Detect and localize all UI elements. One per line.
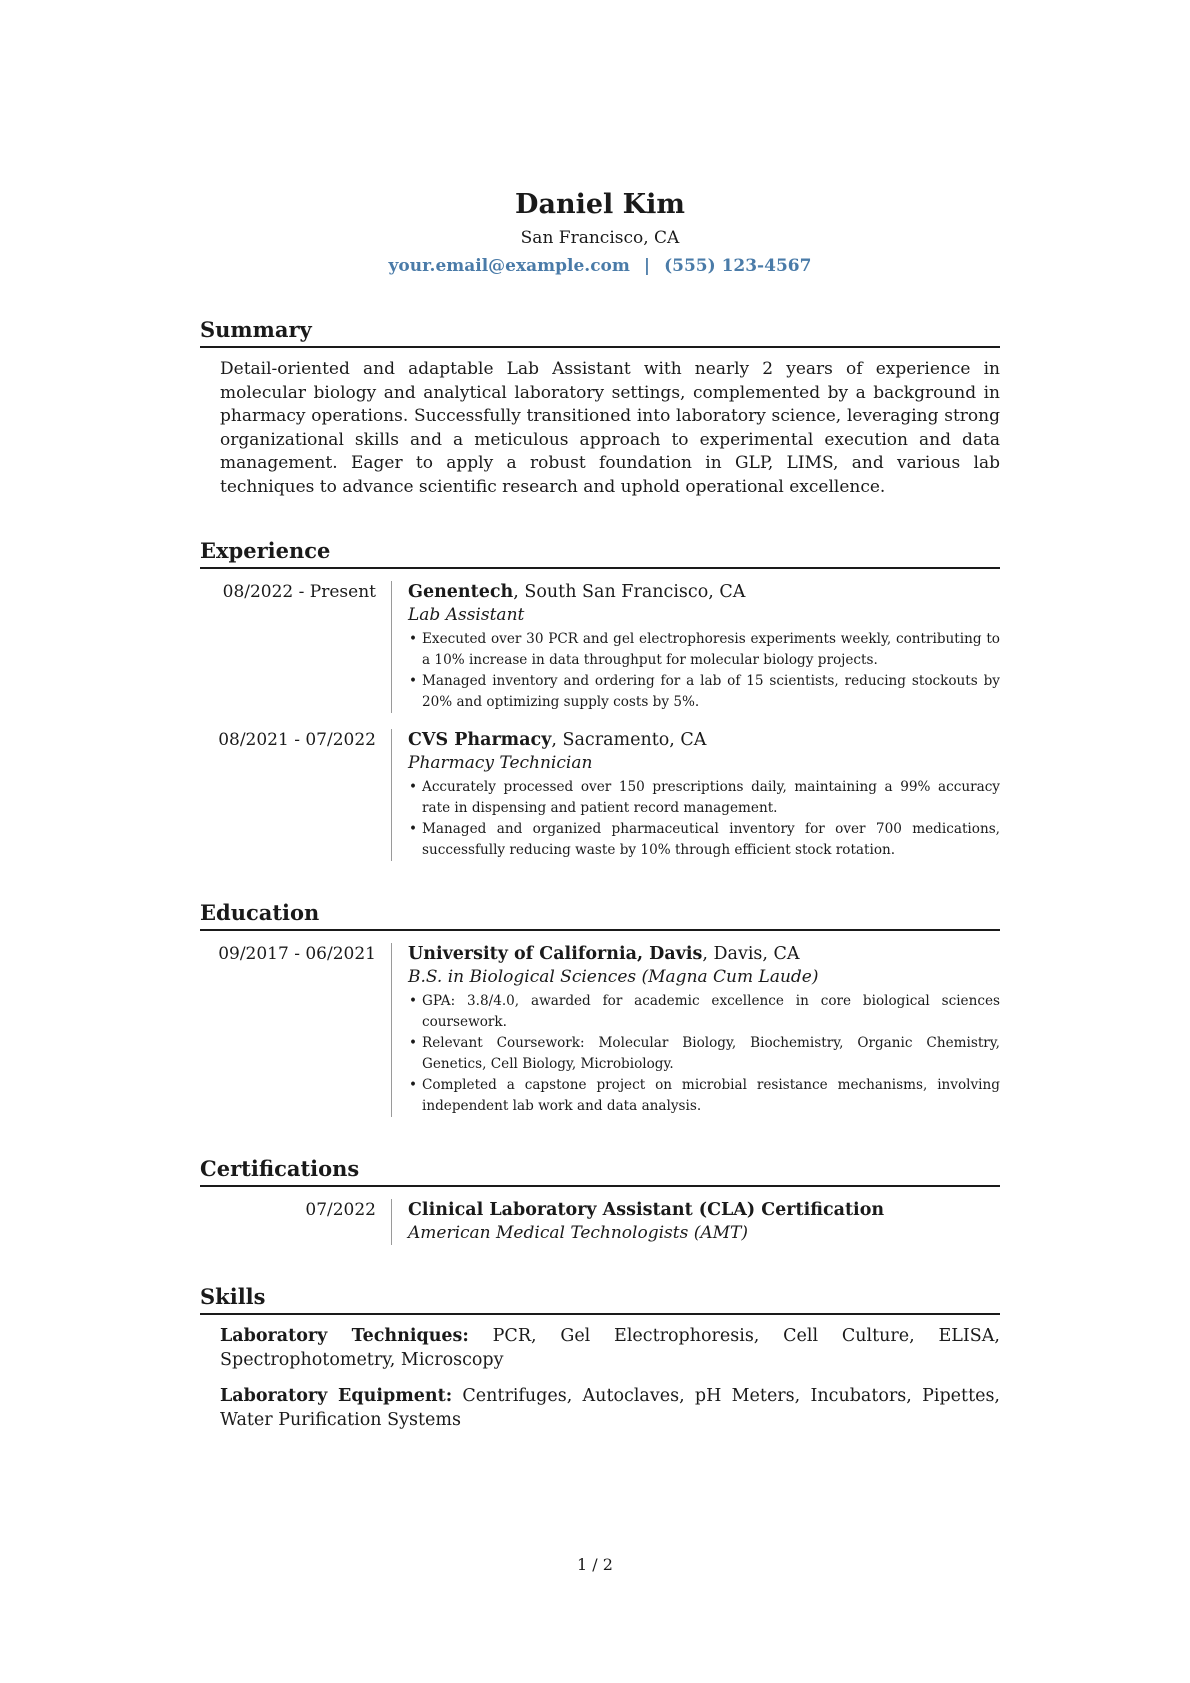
entry-bullets	[408, 777, 1000, 861]
entry-organization: Genentech	[408, 582, 514, 602]
skills-section	[200, 1283, 1000, 1432]
entry-organization: University of California, Davis	[408, 944, 703, 964]
resume-header	[200, 188, 1000, 278]
entry-role: B.S. in Biological Sciences (Magna Cum Laude)	[408, 967, 819, 987]
section-title-education: Education	[200, 899, 1000, 931]
bullet-item: • Relevant Coursework: Molecular Biology, Biochemistry, Organic Chemistry, Genetics, Cell Biology, Microbiology.	[408, 1033, 1000, 1075]
skill-value: Centrifuges, Autoclaves, pH Meters, Incubators, Pipettes, Water Purification Systems	[220, 1386, 1000, 1430]
candidate-name: Daniel Kim	[515, 189, 685, 220]
experience-entry	[200, 581, 1000, 713]
bullet-item: • Executed over 30 PCR and gel electrophoresis experiments weekly, contributing to a 10% increase in data throughput for molecular biology projects.	[408, 629, 1000, 671]
entry-location: , South San Francisco, CA	[513, 582, 746, 602]
page-number: 1 / 2	[577, 1555, 613, 1574]
entry-heading	[408, 943, 1000, 966]
candidate-location: San Francisco, CA	[520, 228, 680, 248]
education-section	[200, 899, 1000, 1117]
skill-value: PCR, Gel Electrophoresis, Cell Culture, ELISA, Spectrophotometry, Microscopy	[220, 1326, 1000, 1370]
bullet-item: • GPA: 3.8/4.0, awarded for academic excellence in core biological sciences coursework.	[408, 991, 1000, 1033]
entry-location: , Sacramento, CA	[551, 730, 707, 750]
bullet-item: • Accurately processed over 150 prescriptions daily, maintaining a 99% accuracy rate in dispensing and patient record management.	[408, 777, 1000, 819]
entry-location: , Davis, CA	[702, 944, 800, 964]
bullet-item: • Managed inventory and ordering for a lab of 15 scientists, reducing stockouts by 20% and optimizing supply costs by 5%.	[408, 671, 1000, 713]
summary-section	[200, 316, 1000, 499]
entry-heading	[408, 581, 1000, 604]
section-title-certifications: Certifications	[200, 1155, 1000, 1187]
entry-body	[391, 729, 1000, 861]
entry-organization: CVS Pharmacy	[408, 730, 552, 750]
contact-line	[200, 254, 1000, 278]
email-link[interactable]: your.email@example.com	[388, 256, 630, 276]
entry-role: Pharmacy Technician	[408, 753, 593, 773]
experience-entry	[200, 729, 1000, 861]
entry-bullets	[408, 629, 1000, 713]
experience-section	[200, 537, 1000, 861]
skill-label: Laboratory Techniques:	[220, 1326, 469, 1346]
resume-page	[200, 188, 1000, 1445]
entry-date: 09/2017 - 06/2021	[218, 944, 376, 964]
section-title-skills: Skills	[200, 1283, 1000, 1315]
bullet-item: • Managed and organized pharmaceutical inventory for over 700 medications, successfully reducing waste by 10% through efficient stock rotation.	[408, 819, 1000, 861]
skill-line	[220, 1385, 1000, 1432]
section-title-experience: Experience	[200, 537, 1000, 569]
entry-heading	[408, 729, 1000, 752]
skill-label: Laboratory Equipment:	[220, 1386, 453, 1406]
skills-list	[200, 1325, 1000, 1432]
entry-date: 08/2022 - Present	[222, 582, 376, 602]
contact-separator: |	[643, 256, 651, 276]
entry-body	[391, 943, 1000, 1117]
certifications-section	[200, 1155, 1000, 1245]
skill-line	[220, 1325, 1000, 1372]
summary-text: Detail-oriented and adaptable Lab Assistant with nearly 2 years of experience in molecular biology and analytical laboratory settings, complemented by a background in pharmacy operations. Successfully transitioned into laboratory science, leveraging strong organizational skills and a meticulous approach to experimental execution and data management. Eager to apply a robust foundation in GLP, LIMS, and various lab techniques to advance scientific research and uphold operational excellence.	[220, 359, 1000, 497]
certification-name: Clinical Laboratory Assistant (CLA) Certification	[408, 1200, 885, 1220]
entry-role: Lab Assistant	[408, 605, 525, 625]
education-entry	[200, 943, 1000, 1117]
entry-date: 08/2021 - 07/2022	[218, 730, 376, 750]
phone-link[interactable]: (555) 123-4567	[664, 256, 812, 276]
entry-body	[391, 581, 1000, 713]
entry-bullets	[408, 991, 1000, 1117]
certification-issuer: American Medical Technologists (AMT)	[408, 1223, 749, 1243]
entry-body	[391, 1199, 1000, 1245]
bullet-item: • Completed a capstone project on microbial resistance mechanisms, involving independent lab work and data analysis.	[408, 1075, 1000, 1117]
certification-entry	[200, 1199, 1000, 1245]
section-title-summary: Summary	[200, 316, 1000, 348]
entry-date: 07/2022	[305, 1200, 376, 1220]
entry-heading	[408, 1199, 1000, 1222]
